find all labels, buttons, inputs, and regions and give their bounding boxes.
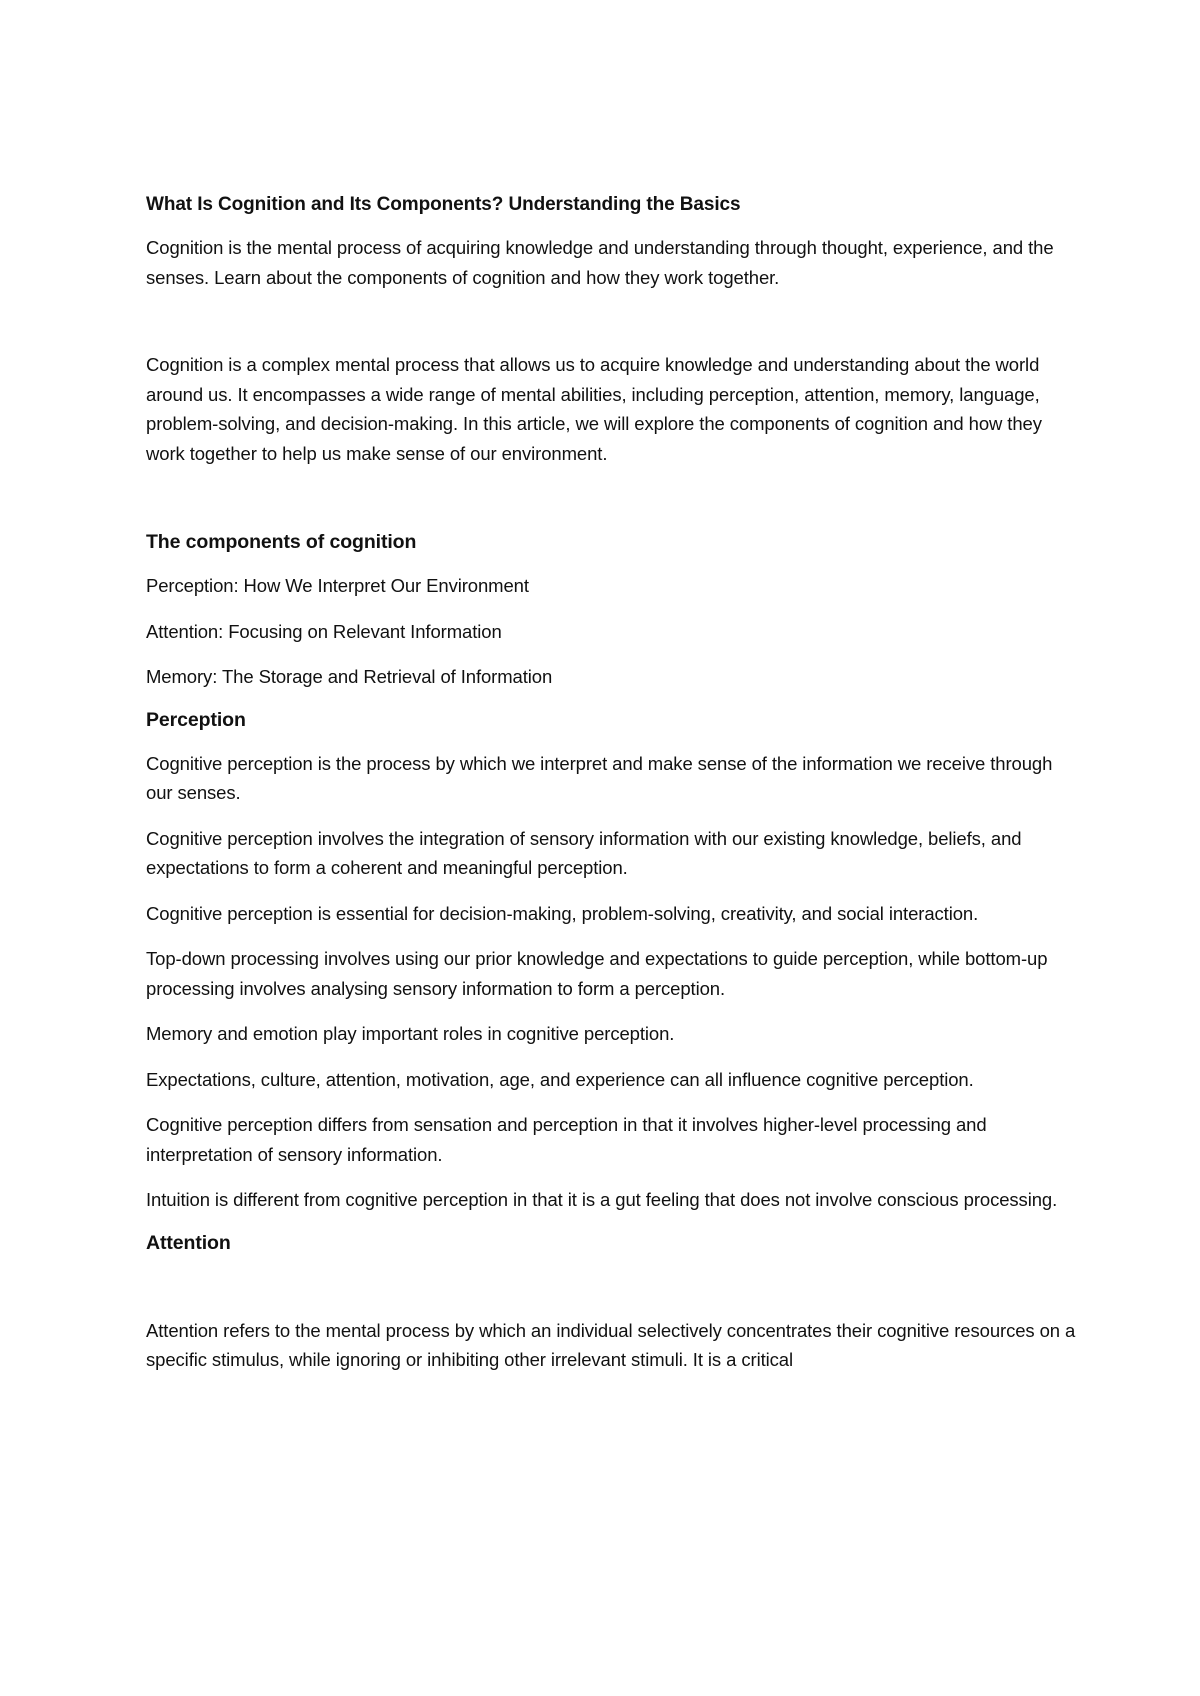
perception-paragraph-7: Cognitive perception differs from sensation and perception in that it involves higher-level processing and interpretation of sensory information. (146, 1114, 987, 1165)
component-item-memory: Memory: The Storage and Retrieval of Information (146, 666, 553, 687)
perception-paragraph-1: Cognitive perception is the process by which we interpret and make sense of the information we receive through our senses. (146, 752, 1053, 803)
document-title: What Is Cognition and Its Components? Understanding the Basics (146, 194, 741, 215)
perception-paragraph-3: Cognitive perception is essential for decision-making, problem-solving, creativity, and social interaction. (146, 902, 979, 924)
perception-paragraph-6: Expectations, culture, attention, motivation, age, and experience can all influence cognitive perception. (146, 1068, 974, 1090)
perception-paragraph-8: Intuition is different from cognitive perception in that it is a gut feeling that does not involve conscious processing. (146, 1189, 1058, 1210)
attention-paragraph: Attention refers to the mental process by which an individual selectively concentrates their cognitive resources on a specific stimulus, while ignoring or inhibiting other irrelevant stimuli. It is a critical (146, 1319, 1076, 1370)
perception-paragraph-5: Memory and emotion play important roles in cognitive perception. (146, 1023, 675, 1044)
document-page (146, 190, 1076, 1375)
summary-paragraph: Cognition is the mental process of acquiring knowledge and understanding through thought, experience, and the senses. Learn about the components of cognition and how they work together. (146, 237, 1054, 288)
component-item-attention: Attention: Focusing on Relevant Information (146, 620, 502, 642)
components-heading: The components of cognition (146, 531, 417, 553)
perception-paragraph-2: Cognitive perception involves the integration of sensory information with our existing knowledge, beliefs, and expectations to form a coherent and meaningful perception. (146, 827, 1022, 878)
intro-paragraph: Cognition is a complex mental process that allows us to acquire knowledge and understanding about the world around us. It encompasses a wide range of mental abilities, including perception, attention, memory, language, problem-solving, and decision-making. In this article, we will explore the components of cognition and how they work together to help us make sense of our environment. (146, 354, 1042, 464)
perception-heading: Perception (146, 708, 246, 731)
component-item-perception: Perception: How We Interpret Our Environment (146, 575, 529, 596)
attention-heading: Attention (146, 1231, 231, 1254)
perception-paragraph-4: Top-down processing involves using our prior knowledge and expectations to guide perception, while bottom-up processing involves analysing sensory information to form a perception. (146, 948, 1048, 999)
